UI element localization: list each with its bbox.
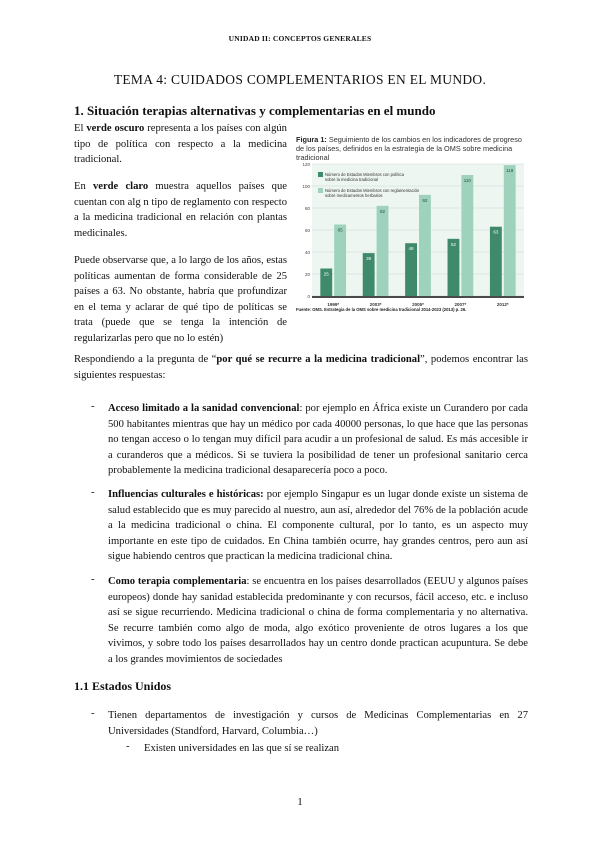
bar-data-label: 92 — [422, 197, 428, 203]
bar-policy-4 — [490, 227, 502, 296]
bar-data-label: 52 — [450, 241, 456, 247]
figure-source: Fuente: OMS. Estrategia de la OMS sobre medicina tradicional 2014-2023 (2013) p. 26. — [296, 307, 467, 312]
section-heading-1: 1. Situación terapias alternativas y complementarias en el mundo — [74, 103, 436, 118]
paragraph-policies: Puede observarse que, a lo largo de los años, estas políticas aumentan de forma considerable de 25 países a 63. No obstante, habría que profundizar en el tema y aclarar de qué tipo de políticas se trata (puede que se tenga la intención de regularizarlas pero que no lo estén) — [74, 255, 287, 344]
bar-herbal-1 — [377, 206, 389, 296]
document-title: TEMA 4: CUIDADOS COMPLEMENTARIOS EN EL MUNDO. — [113, 72, 487, 87]
question-paragraph: Respondiendo a la pregunta de “por qué se recurre a la medicina tradicional”, podemos encontrar las siguientes respuestas: — [74, 354, 528, 381]
y-tick-label: 20 — [304, 272, 310, 277]
figure-title: Figura 1: Seguimiento de los cambios en los indicadores de progreso de los países, definidos en la estrategia de la OMS sobre medicina tradicional — [296, 135, 522, 162]
x-tick-label: 2007* — [454, 302, 467, 307]
y-tick-label: 0 — [307, 294, 310, 299]
x-axis-line — [312, 296, 524, 298]
x-tick-label: 2012* — [496, 302, 509, 307]
bar-data-label: 48 — [408, 246, 414, 252]
bullet-complementary: Como terapia complementaria: se encuentra en los países desarrollados (EEUU y algunos países europeos) donde hay sanidad establecida predominante y con recursos, fácil acceso, etc. e incluso así se sigue recurriendo. Medicina tradicional o china de forma complementaria y no alternativa. Se recurre también como algo de moda, algo exótico proveniente de otros lugares a los que vivimos, y sobre todo los países desarrollados hay un centro donde practican acupuntura. Se debe a los grandes movimientos de sociedades — [108, 576, 528, 665]
bullet-dash: - — [91, 487, 95, 498]
running-header: UNIDAD II: CONCEPTOS GENERALES — [228, 34, 372, 43]
sub-bullet-dash: - — [126, 741, 130, 752]
y-tick-label: 80 — [304, 206, 310, 211]
y-tick-label: 40 — [304, 250, 310, 255]
x-tick-label: 2005* — [412, 302, 424, 307]
bullet-access: Acceso limitado a la sanidad convencional: por ejemplo en África existe un Curandero por cada 500 habitantes mientras que hay un médico por cada 40000 personas, lo que hace que las personas no tengan acceso o lo tengan muy difícil para acudir a un profesional de salud. Es más accesible ir a curanderos que a médicos. Si se tuviera la posibilidad de tener un profesional sanitario cerca probablemente la medicina tradicional desaparecería poco a poco. — [108, 403, 528, 477]
legend-swatch — [318, 172, 323, 177]
bar-chart — [296, 160, 528, 310]
y-tick-label: 100 — [302, 184, 310, 189]
legend-label: Número de Estados Miembros con reglamentación — [325, 188, 420, 193]
section-heading-1-1: 1.1 Estados Unidos — [74, 679, 172, 693]
figure-1 — [296, 135, 528, 315]
bullet-cultural: Influencias culturales e históricas: por ejemplo Singapur es un lugar donde existe un sistema de salud establecido que es muy parecido al nuestro, aun así, alrededor del 76% de la población acude a la medicina tradicional o china. El componente cultural, por lo tanto, es un aspecto muy importante en este tipo de cuidados. En China también ocurre, hay grandes centros, pero aun así sigue habiendo centros que practican la medicina tradicional china. — [108, 489, 528, 563]
x-tick-label: 2003* — [369, 302, 382, 307]
bar-data-label: 65 — [337, 227, 343, 233]
page-number: 1 — [297, 796, 303, 808]
paragraph-light-green: En verde claro muestra aquellos países que cuentan con alg n tipo de reglamento con respecto a la medicina tradicional en relación con plantas medicinales. — [74, 181, 287, 239]
sub-bullet-universities: Existen universidades en las que sí se realizan — [144, 743, 340, 754]
legend-label: sobre medicamentos herbarios — [325, 193, 383, 198]
bar-data-label: 25 — [323, 271, 329, 277]
bar-herbal-4 — [504, 165, 516, 296]
legend-label: sobre la medicina tradicional — [325, 177, 379, 182]
bullet-dash: - — [91, 708, 95, 719]
y-tick-label: 120 — [302, 162, 310, 167]
bullet-dash: - — [91, 401, 95, 412]
bar-data-label: 110 — [463, 178, 471, 183]
bar-herbal-3 — [461, 175, 473, 296]
bar-data-label: 39 — [366, 256, 372, 262]
x-tick-label: 1999* — [327, 302, 340, 307]
bar-data-label: 82 — [380, 208, 386, 214]
paragraph-dark-green: El verde oscuro representa a los países con algún tipo de política con respecto a la medicina tradicional. — [74, 123, 287, 166]
bullet-dash: - — [91, 574, 95, 585]
legend-swatch — [318, 188, 323, 193]
legend-label: Número de Estados Miembros con política — [325, 172, 404, 177]
bullet-usa-universities: Tienen departamentos de investigación y cursos de Medicinas Complementarias en 27 Universidades (Standford, Harvard, Columbia…) — [108, 710, 528, 737]
y-tick-label: 60 — [304, 228, 310, 233]
bar-data-label: 63 — [493, 229, 499, 235]
bar-data-label: 119 — [506, 168, 514, 174]
bar-policy-3 — [448, 239, 460, 296]
bar-herbal-2 — [419, 195, 431, 296]
bar-herbal-0 — [334, 225, 346, 297]
